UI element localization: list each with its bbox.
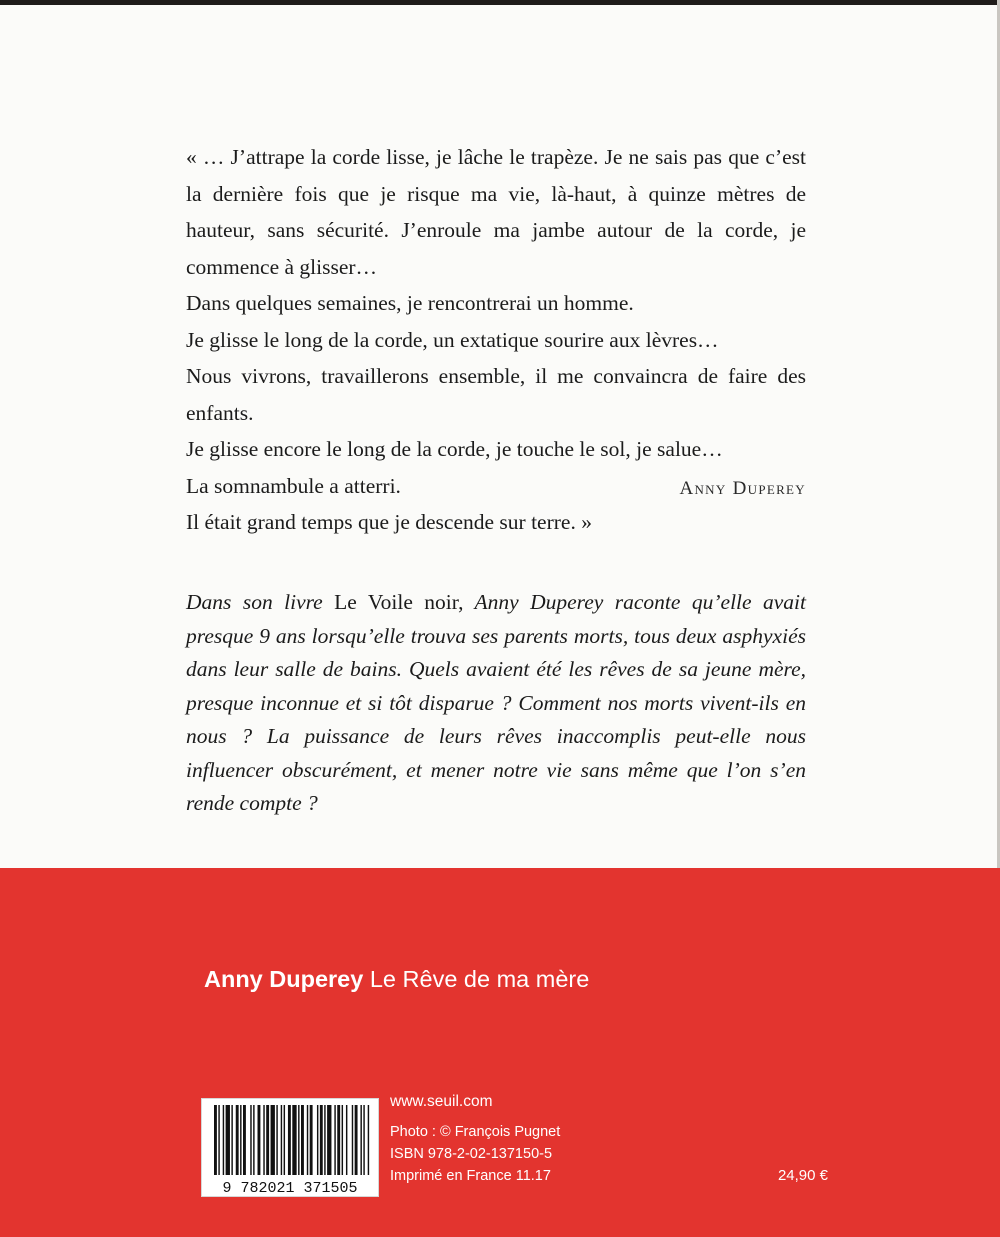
- barcode-bar: [236, 1105, 239, 1175]
- barcode-bar: [276, 1105, 277, 1175]
- isbn-text: ISBN 978-2-02-137150-5: [390, 1146, 553, 1162]
- barcode-bar: [307, 1105, 308, 1175]
- barcode-bar: [281, 1105, 282, 1175]
- barcode-digits: 9 782021 371505: [222, 1180, 358, 1196]
- barcode-bar: [355, 1105, 358, 1175]
- quote-paragraph: Je glisse encore le long de la corde, je touche le sol, je salue…: [186, 437, 723, 461]
- cover-author: Anny Duperey: [204, 966, 364, 992]
- barcode-bar: [226, 1105, 230, 1175]
- top-shadow-edge: [0, 0, 1000, 5]
- blurb-paragraph: [186, 586, 806, 821]
- barcode-bar: [327, 1105, 331, 1175]
- isbn-barcode: [201, 1098, 379, 1197]
- barcode-bar: [317, 1105, 318, 1175]
- barcode-bar: [243, 1105, 246, 1175]
- quote-paragraph: Il était grand temps que je descende sur terre. »: [186, 510, 592, 534]
- barcode-bar: [240, 1105, 241, 1175]
- photo-credit: Photo : © François Pugnet: [390, 1124, 561, 1140]
- barcode-bar: [346, 1105, 347, 1175]
- quote-paragraph: Dans quelques semaines, je rencontrerai un homme.: [186, 291, 634, 315]
- barcode-bar: [320, 1105, 323, 1175]
- blurb-book-title: Le Voile noir,: [334, 590, 464, 614]
- quote-paragraph: La somnambule a atterri.: [186, 473, 401, 498]
- barcode-bar: [288, 1105, 291, 1175]
- barcode-bar: [214, 1105, 217, 1175]
- barcode-bar: [284, 1105, 285, 1175]
- blurb-intro: Dans son livre: [186, 590, 335, 614]
- barcode-bar: [310, 1105, 313, 1175]
- barcode-bar: [231, 1105, 232, 1175]
- blurb-body: Anny Duperey raconte qu’elle avait presque 9 ans lorsqu’elle trouva ses parents morts, tous deux asphyxiés dans leur salle de bains. Quels avaient été les rêves de sa jeune mère, presque inconnue et si tôt disparue ? Comment nos morts vivent-ils en nous ? La puissance de leurs rêves inaccomplis peut-elle nous influencer obscurément, et mener notre vie sans même que l’on s’en rende compte ?: [186, 590, 806, 815]
- barcode-bar: [253, 1105, 254, 1175]
- quote-paragraph: Nous vivrons, travaillerons ensemble, il me convaincra de faire des enfants.: [186, 364, 806, 425]
- barcode-bar: [360, 1105, 361, 1175]
- cover-title: Le Rêve de ma mère: [369, 966, 590, 992]
- barcode-bar: [337, 1105, 340, 1175]
- barcode-bar: [266, 1105, 269, 1175]
- barcode-bar: [334, 1105, 335, 1175]
- barcode-bar: [324, 1105, 325, 1175]
- barcode-bar: [250, 1105, 251, 1175]
- barcode-bar: [363, 1105, 364, 1175]
- quote-author: Anny Duperey: [679, 478, 806, 499]
- print-info: Imprimé en France 11.17: [390, 1168, 551, 1184]
- barcode-bar: [218, 1105, 219, 1175]
- barcode-bar: [258, 1105, 261, 1175]
- quote-paragraph: Je glisse le long de la corde, un extatique sourire aux lèvres…: [186, 327, 719, 352]
- publisher-info: [390, 1091, 560, 1187]
- barcode-bar: [298, 1105, 299, 1175]
- barcode-bar: [263, 1105, 264, 1175]
- barcode-bar: [352, 1105, 353, 1175]
- barcode-bar: [301, 1105, 304, 1175]
- barcode-bar: [342, 1105, 343, 1175]
- barcode-bar: [223, 1105, 224, 1175]
- price-label: 24,90 €: [777, 1167, 828, 1184]
- barcode-bar: [292, 1105, 296, 1175]
- publisher-website-link[interactable]: www.seuil.com: [390, 1093, 493, 1110]
- barcode-bar: [271, 1105, 275, 1175]
- barcode-graphic: [202, 1099, 378, 1196]
- barcode-bar: [368, 1105, 369, 1175]
- cover-title-line: [204, 966, 589, 993]
- quote-paragraph: « … J’attrape la corde lisse, je lâche le trapèze. Je ne sais pas que c’est la dernière fois que je risque ma vie, là-haut, à quinze mètres de hauteur, sans sécurité. J’enroule ma jambe autour de la corde, je commence à glisser…: [186, 145, 806, 279]
